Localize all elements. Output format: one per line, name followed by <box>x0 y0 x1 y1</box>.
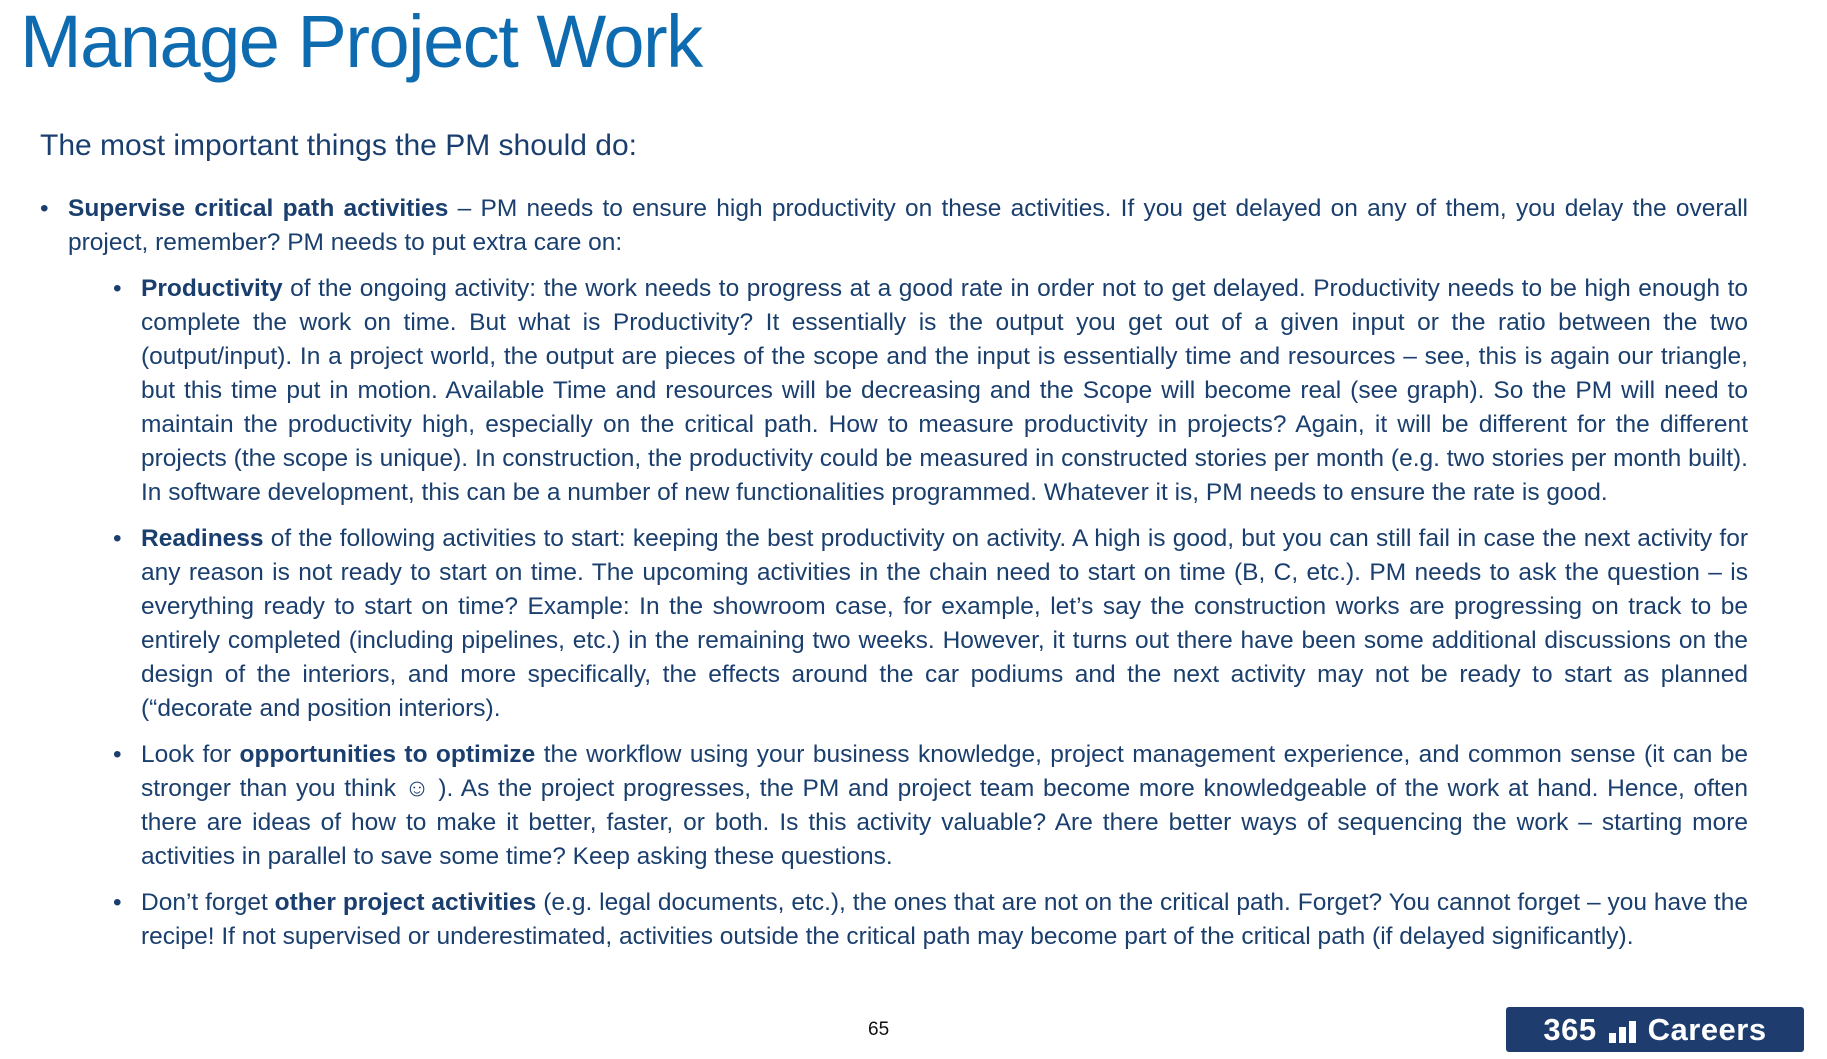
bullet-bold-text: Readiness <box>141 525 264 552</box>
bullet-body-text: of the ongoing activity: the work needs to progress at a good rate in order not to get delayed. Productivity needs to be high enough to complete the work on time. But what is Productivity? It essentially is the output you get out of a given input or the ratio between the two (output/input). In a project world, the output are pieces of the scope and the input is essentially time and resources – see, this is again our triangle, but this time put in motion. Available Time and resources will be decreasing and the Scope will become real (see graph). So the PM will need to maintain the productivity high, especially on the critical path. How to measure productivity in projects? Again, it will be different for the different projects (the scope is unique). In construction, the productivity could be measured in constructed stories per month (e.g. two stories per month built). In software development, this can be a number of new functionalities programmed. Whatever it is, PM needs to ensure the rate is good. <box>141 275 1748 506</box>
logo-right-text: Careers <box>1647 1012 1767 1047</box>
sub-bullet-other-activities <box>40 886 1748 954</box>
bullet-bold-text: other project activities <box>274 889 537 916</box>
bullet-supervise-critical-path <box>40 192 1748 260</box>
bullet-list <box>40 192 1748 966</box>
bullet-body-text: of the following activities to start: keeping the best productivity on activity. A high is good, but you can still fail in case the next activity for any reason is not ready to start on time. The upcoming activities in the chain need to start on time (B, C, etc.). PM needs to ask the question – is everything ready to start on time? Example: In the showroom case, for example, let’s say the construction works are progressing on track to be entirely completed (including pipelines, etc.) in the remaining two weeks. However, it turns out there have been some additional discussions on the design of the interiors, and more specifically, the effects around the car podiums and the next activity may not be ready to start as planned (“decorate and position interiors). <box>141 525 1748 722</box>
bullet-body-text: – PM needs to ensure high productivity on these activities. If you get delayed on any of them, you delay the overall project, remember? PM needs to put extra care on: <box>68 195 1748 256</box>
bullet-bold-text: Productivity <box>141 275 283 302</box>
logo-left-text: 365 <box>1543 1012 1597 1047</box>
bullet-pre-text: Look for <box>141 741 240 768</box>
bar-chart-icon <box>1609 1017 1636 1043</box>
slide-title: Manage Project Work <box>20 0 702 83</box>
365-careers-logo <box>1506 1007 1804 1052</box>
bullet-pre-text: Don’t forget <box>141 889 275 916</box>
slide-subtitle: The most important things the PM should do: <box>40 129 637 162</box>
sub-bullet-productivity <box>40 272 1748 510</box>
sub-bullet-readiness <box>40 522 1748 726</box>
page-number: 65 <box>868 1019 890 1040</box>
bullet-body-text: (e.g. legal documents, etc.), the ones that are not on the critical path. Forget? You cannot forget – you have the recipe! If not supervised or underestimated, activities outside the critical path may become part of the critical path (if delayed significantly). <box>141 889 1748 950</box>
bullet-bold-text: opportunities to optimize <box>239 741 536 768</box>
bullet-bold-text: Supervise critical path activities <box>68 195 449 222</box>
bullet-body-text: the workflow using your business knowledge, project management experience, and common sense (it can be stronger than you think ☺ ). As the project progresses, the PM and project team become more knowledgeable of the work at hand. Hence, often there are ideas of how to make it better, faster, or both. Is this activity valuable? Are there better ways of sequencing the work – starting more activities in parallel to save some time? Keep asking these questions. <box>141 741 1748 870</box>
sub-bullet-optimize <box>40 738 1748 874</box>
